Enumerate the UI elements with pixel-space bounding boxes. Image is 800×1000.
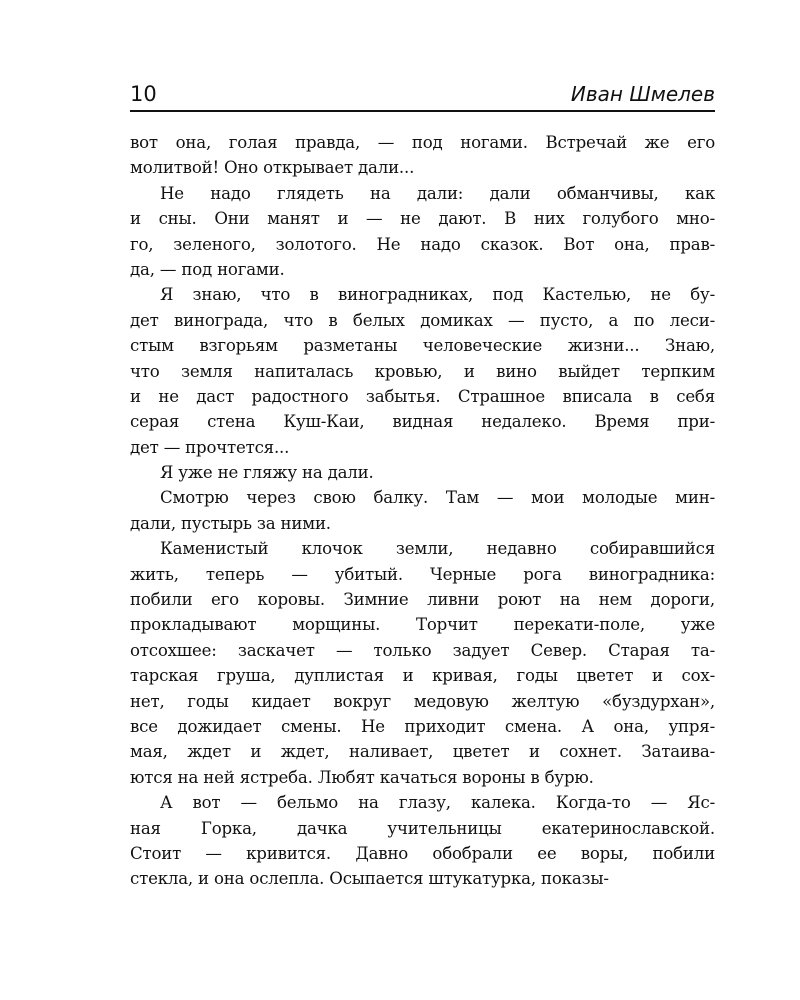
text-line: А вот — бельмо на глазу, калека. Когда-то — Яс- [160,793,715,813]
text-line: стекла, и она ослепла. Осыпается штукатурка, показы- [130,869,609,889]
text-line: жить, теперь — убитый. Черные рога виноградника: [130,564,715,584]
text-line: Каменистый клочок земли, недавно собиравшийся [160,539,715,559]
paragraph [130,790,715,892]
text-line: стым взгорьям разметаны человеческие жизни... Знаю, [130,336,715,356]
text-line: побили его коровы. Зимние ливни роют на нем дороги, [130,590,715,610]
text-line: го, зеленого, золотого. Не надо сказок. Вот она, прав- [130,234,715,254]
text-line: все дожидает смены. Не приходит смена. А она, упря- [130,716,715,736]
page-number: 10 [130,82,157,106]
running-head [130,80,715,108]
text-line: мая, ждет и ждет, наливает, цветет и сохнет. Затаива- [130,742,715,762]
paragraph [130,130,715,181]
text-line: нет, годы кидает вокруг медовую желтую «буздурхан», [130,691,715,711]
paragraph [130,460,715,485]
text-line: и не даст радостного забытья. Страшное вписала в себя [130,386,715,406]
author-name: Иван Шмелев [570,82,715,106]
text-line: дет — прочтется... [130,437,290,457]
text-line: дет винограда, что в белых домиках — пусто, а по леси- [130,310,715,330]
paragraph [130,181,715,283]
text-line: что земля напиталась кровью, и вино выйдет терпким [130,361,715,381]
text-line: молитвой! Оно открывает дали... [130,158,415,178]
text-line: тарская груша, дуплистая и кривая, годы цветет и сох- [130,666,715,686]
body-text [130,130,715,892]
text-line: отсохшее: заскачет — только задует Север. Старая та- [130,640,715,660]
text-line: и сны. Они манят и — не дают. В них голубого мно- [130,209,715,229]
text-line: серая стена Куш-Каи, видная недалеко. Время при- [130,412,715,432]
paragraph [130,282,715,460]
text-line: ная Горка, дачка учительницы екатеринославской. [130,818,715,838]
text-line: Стоит — кривится. Давно обобрали ее воры, побили [130,843,715,863]
text-line: вот она, голая правда, — под ногами. Встречай же его [130,133,715,152]
text-line: да, — под ногами. [130,259,285,279]
text-line: прокладывают морщины. Торчит перекати-поле, уже [130,615,715,635]
header-rule [130,110,715,112]
text-line: Я уже не гляжу на дали. [160,463,374,483]
text-line: Смотрю через свою балку. Там — мои молодые мин- [160,488,715,508]
paragraph [130,485,715,536]
text-line: Не надо глядеть на дали: дали обманчивы, как [160,183,715,203]
text-line: ются на ней ястреба. Любят качаться вороны в бурю. [130,767,594,787]
text-line: Я знаю, что в виноградниках, под Кастелью, не бу- [160,285,715,305]
paragraph [130,536,715,790]
text-line: дали, пустырь за ними. [130,513,331,533]
